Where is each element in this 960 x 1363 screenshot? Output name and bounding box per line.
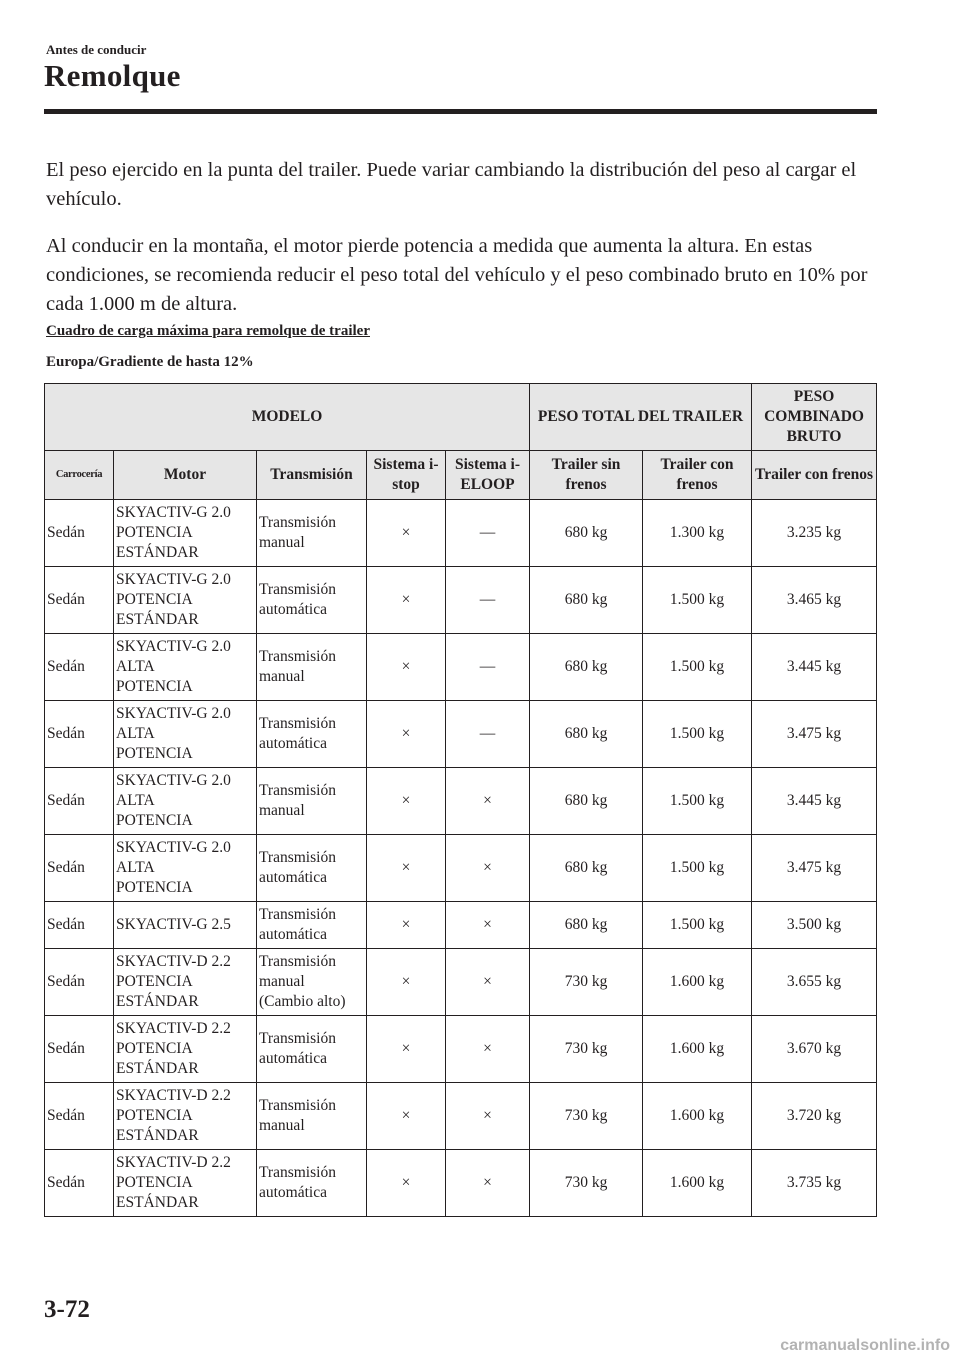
cell-transmission: Transmisión automática [257,701,367,768]
cell-transmission: Transmisión automática [257,567,367,634]
cell-istop: × [367,1016,446,1083]
table-row [45,1016,877,1083]
cell-istop: × [367,701,446,768]
title-divider [44,109,877,114]
cell-trailer-no-brakes: 680 kg [530,902,643,949]
table-row [45,835,877,902]
page-number: 3-72 [44,1296,90,1323]
cell-trailer-with-brakes: 1.500 kg [643,768,752,835]
cell-trailer-no-brakes: 680 kg [530,567,643,634]
cell-trailer-no-brakes: 730 kg [530,1016,643,1083]
table-caption: Cuadro de carga máxima para remolque de trailer [46,323,370,339]
cell-body: Sedán [45,1083,114,1150]
cell-transmission: Transmisión manual [257,768,367,835]
cell-ieloop: × [446,949,530,1016]
cell-gross-weight: 3.475 kg [752,835,877,902]
cell-transmission: Transmisión manual (Cambio alto) [257,949,367,1016]
header-engine: Motor [114,451,257,500]
table-row [45,949,877,1016]
cell-trailer-with-brakes: 1.600 kg [643,1150,752,1217]
cell-gross-weight: 3.475 kg [752,701,877,768]
cell-trailer-no-brakes: 680 kg [530,500,643,567]
cell-gross-weight: 3.655 kg [752,949,877,1016]
cell-transmission: Transmisión manual [257,1083,367,1150]
table-body [45,500,877,1217]
cell-istop: × [367,768,446,835]
cell-engine: SKYACTIV-D 2.2 POTENCIA ESTÁNDAR [114,1150,257,1217]
page-title: Remolque [44,58,181,93]
table-row [45,634,877,701]
cell-istop: × [367,567,446,634]
cell-ieloop: × [446,1150,530,1217]
header-model: MODELO [45,384,530,451]
table-group-header-row [45,384,877,451]
cell-istop: × [367,949,446,1016]
cell-trailer-with-brakes: 1.500 kg [643,902,752,949]
cell-ieloop: × [446,1016,530,1083]
cell-transmission: Transmisión automática [257,1150,367,1217]
section-label: Antes de conducir [46,42,147,57]
header-body: Carrocería [45,451,114,500]
cell-transmission: Transmisión automática [257,1016,367,1083]
cell-transmission: Transmisión automática [257,835,367,902]
cell-engine: SKYACTIV-G 2.5 [114,902,257,949]
header-istop: Sistema i-stop [367,451,446,500]
cell-trailer-no-brakes: 730 kg [530,1150,643,1217]
cell-trailer-with-brakes: 1.500 kg [643,634,752,701]
table-row [45,701,877,768]
header-ieloop: Sistema i-ELOOP [446,451,530,500]
watermark: carmanualsonline.info [780,1337,950,1354]
cell-transmission: Transmisión automática [257,902,367,949]
cell-trailer-no-brakes: 680 kg [530,835,643,902]
cell-engine: SKYACTIV-D 2.2 POTENCIA ESTÁNDAR [114,1016,257,1083]
header-trailer-no-brakes: Trailer sin frenos [530,451,643,500]
cell-trailer-no-brakes: 680 kg [530,701,643,768]
cell-istop: × [367,1150,446,1217]
cell-body: Sedán [45,567,114,634]
header-trailer-with-brakes: Trailer con frenos [643,451,752,500]
cell-body: Sedán [45,634,114,701]
cell-body: Sedán [45,768,114,835]
cell-engine: SKYACTIV-G 2.0 ALTA POTENCIA [114,768,257,835]
cell-ieloop: × [446,1083,530,1150]
cell-trailer-with-brakes: 1.500 kg [643,567,752,634]
cell-trailer-with-brakes: 1.600 kg [643,1016,752,1083]
cell-body: Sedán [45,1016,114,1083]
header-total-trailer-weight: PESO TOTAL DEL TRAILER [530,384,752,451]
paragraph-tongue-weight: El peso ejercido en la punta del trailer. Puede variar cambiando la distribución del peso al cargar el vehículo. [46,159,857,210]
cell-gross-weight: 3.720 kg [752,1083,877,1150]
cell-istop: × [367,1083,446,1150]
cell-trailer-no-brakes: 730 kg [530,1083,643,1150]
cell-gross-weight: 3.465 kg [752,567,877,634]
cell-gross-weight: 3.445 kg [752,768,877,835]
table-row [45,1150,877,1217]
cell-istop: × [367,902,446,949]
table-row [45,1083,877,1150]
cell-transmission: Transmisión manual [257,634,367,701]
table-subcaption: Europa/Gradiente de hasta 12% [46,354,254,370]
cell-trailer-no-brakes: 680 kg [530,768,643,835]
cell-engine: SKYACTIV-G 2.0 ALTA POTENCIA [114,835,257,902]
header-transmission: Transmisión [257,451,367,500]
cell-gross-weight: 3.670 kg [752,1016,877,1083]
cell-engine: SKYACTIV-G 2.0 ALTA POTENCIA [114,634,257,701]
table-row [45,500,877,567]
table-row [45,567,877,634]
cell-engine: SKYACTIV-D 2.2 POTENCIA ESTÁNDAR [114,1083,257,1150]
cell-body: Sedán [45,701,114,768]
cell-body: Sedán [45,902,114,949]
towing-load-table [44,383,877,1217]
cell-gross-weight: 3.235 kg [752,500,877,567]
paragraph-altitude: Al conducir en la montaña, el motor pierde potencia a medida que aumenta la altura. En estas condiciones, se recomienda reducir el peso total del vehículo y el peso combinado bruto en 10% por cada 1.000 m de altura. [46,235,868,315]
table-row [45,768,877,835]
cell-trailer-with-brakes: 1.600 kg [643,1083,752,1150]
cell-body: Sedán [45,949,114,1016]
cell-transmission: Transmisión manual [257,500,367,567]
cell-trailer-with-brakes: 1.300 kg [643,500,752,567]
cell-engine: SKYACTIV-D 2.2 POTENCIA ESTÁNDAR [114,949,257,1016]
cell-istop: × [367,500,446,567]
cell-trailer-no-brakes: 680 kg [530,634,643,701]
cell-ieloop: — [446,634,530,701]
cell-trailer-with-brakes: 1.500 kg [643,701,752,768]
cell-engine: SKYACTIV-G 2.0 POTENCIA ESTÁNDAR [114,500,257,567]
cell-istop: × [367,835,446,902]
table-column-header-row [45,451,877,500]
cell-trailer-with-brakes: 1.600 kg [643,949,752,1016]
cell-engine: SKYACTIV-G 2.0 ALTA POTENCIA [114,701,257,768]
cell-engine: SKYACTIV-G 2.0 POTENCIA ESTÁNDAR [114,567,257,634]
cell-gross-weight: 3.500 kg [752,902,877,949]
cell-trailer-no-brakes: 730 kg [530,949,643,1016]
cell-ieloop: — [446,701,530,768]
table-row [45,902,877,949]
cell-gross-weight: 3.735 kg [752,1150,877,1217]
cell-ieloop: × [446,902,530,949]
cell-ieloop: — [446,567,530,634]
cell-trailer-with-brakes: 1.500 kg [643,835,752,902]
cell-body: Sedán [45,835,114,902]
cell-body: Sedán [45,1150,114,1217]
cell-ieloop: × [446,835,530,902]
header-gross-with-brakes: Trailer con frenos [752,451,877,500]
cell-istop: × [367,634,446,701]
header-gross-combined-weight: PESO COMBINADO BRUTO [752,384,877,451]
cell-ieloop: × [446,768,530,835]
cell-body: Sedán [45,500,114,567]
cell-ieloop: — [446,500,530,567]
cell-gross-weight: 3.445 kg [752,634,877,701]
